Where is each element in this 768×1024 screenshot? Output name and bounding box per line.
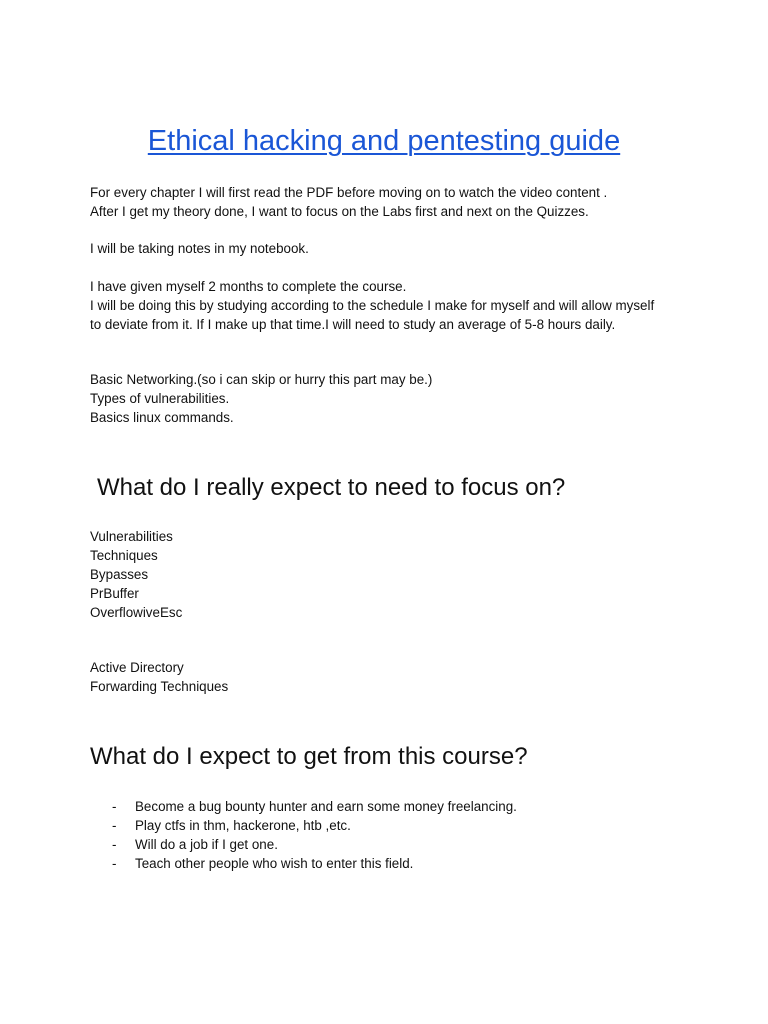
bullet-text: Become a bug bounty hunter and earn some money freelancing. <box>135 799 517 814</box>
expect-heading: What do I expect to get from this course? <box>90 743 528 770</box>
list-item: Active Directory <box>90 660 184 675</box>
intro-paragraph-1 <box>90 183 690 221</box>
list-item: Forwarding Techniques <box>90 679 229 694</box>
bullet-text: Teach other people who wish to enter this field. <box>135 856 414 871</box>
focus-list-2 <box>90 658 690 696</box>
intro-line: I will be doing this by studying according to the schedule I make for myself and will allow myself <box>90 298 655 313</box>
intro-paragraph-3 <box>90 277 690 334</box>
document-title-link[interactable]: Ethical hacking and pentesting guide <box>147 125 621 157</box>
intro-line: to deviate from it. If I make up that time.I will need to study an average of 5-8 hours daily. <box>90 317 616 332</box>
intro-line: For every chapter I will first read the PDF before moving on to watch the video content . <box>90 185 608 200</box>
bullet-dash: - <box>112 837 117 852</box>
focus-list <box>90 527 690 622</box>
list-item: Vulnerabilities <box>90 529 173 544</box>
focus-heading: What do I really expect to need to focus on? <box>97 474 566 501</box>
bullet-text: Will do a job if I get one. <box>135 837 278 852</box>
list-item: Basics linux commands. <box>90 410 234 425</box>
bullet-dash: - <box>112 799 117 814</box>
bullet-dash: - <box>112 856 117 871</box>
intro-paragraph-2 <box>90 239 690 258</box>
list-item: Types of vulnerabilities. <box>90 391 230 406</box>
intro-line: I have given myself 2 months to complete the course. <box>90 279 407 294</box>
bullet-dash: - <box>112 818 117 833</box>
bullet-text: Play ctfs in thm, hackerone, htb ,etc. <box>135 818 351 833</box>
list-item: Bypasses <box>90 567 149 582</box>
list-item: Basic Networking.(so i can skip or hurry this part may be.) <box>90 372 433 387</box>
list-item: Techniques <box>90 548 158 563</box>
list-item: PrBuffer <box>90 586 139 601</box>
intro-line: I will be taking notes in my notebook. <box>90 241 309 256</box>
basics-list <box>90 370 690 427</box>
list-item: OverflowiveEsc <box>90 605 183 620</box>
intro-line: After I get my theory done, I want to focus on the Labs first and next on the Quizzes. <box>90 204 589 219</box>
